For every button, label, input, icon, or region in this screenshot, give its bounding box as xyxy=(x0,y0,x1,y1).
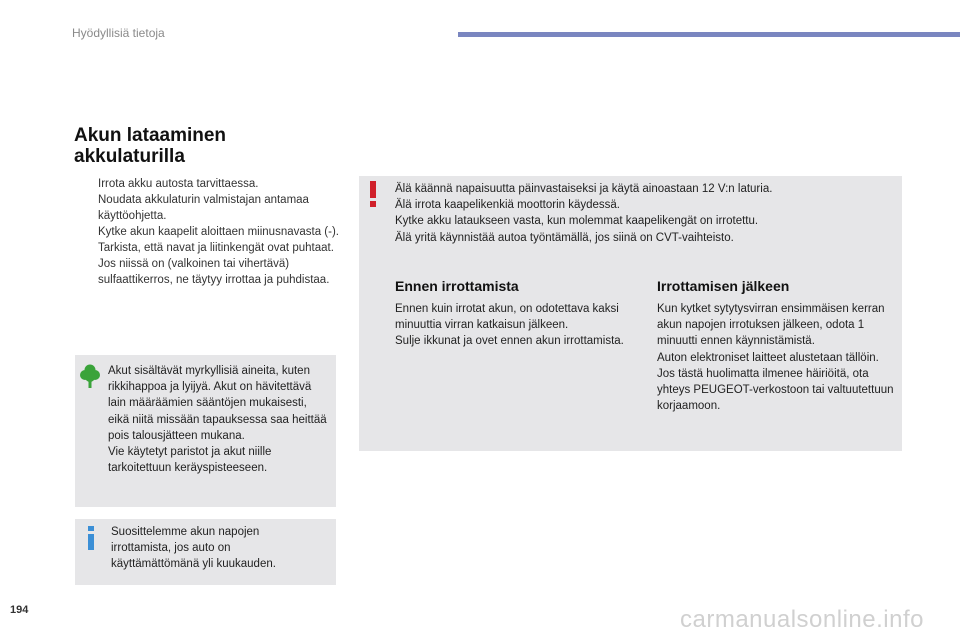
info-icon xyxy=(85,526,97,550)
warning-text: Älä käännä napaisuutta päinvastaiseksi ja käytä ainoastaan 12 V:n laturia. Älä irrota kaapelikenkiä moottorin käydessä. Kytke akku lataukseen vasta, kun molemmat kaapelikengät on irrotettu. Älä yritä käynnistää autoa työntämällä, jos siinä on CVT-vaihteisto. xyxy=(395,183,773,244)
after-removal-title: Irrottamisen jälkeen xyxy=(657,278,790,294)
info-note-text: Suosittelemme akun napojen irrottamista, jos auto on käyttämättömänä yli kuukauden. xyxy=(111,526,276,571)
header-accent-bar xyxy=(458,32,960,37)
before-removal-text: Ennen kuin irrotat akun, on odotettava kaksi minuuttia virran katkaisun jälkeen. Sulje ikkunat ja ovet ennen akun irrottamista. xyxy=(395,303,624,348)
after-removal-text: Kun kytket sytytysvirran ensimmäisen kerran akun napojen irrotuksen jälkeen, odota 1 minuutti ennen käynnistämistä. Auton elektroniset laitteet alustetaan tällöin. Jos tästä huolimatta ilmenee häiriöitä, ota yhteys PEUGEOT-verkostoon tai valtuutettuun korjaamoon. xyxy=(657,303,894,413)
warning-exclamation-icon xyxy=(368,181,378,207)
page-title-line-2: akkulaturilla xyxy=(74,146,185,167)
step-item: Irrota akku autosta tarvittaessa. xyxy=(98,178,259,190)
section-header: Hyödyllisiä tietoja xyxy=(72,26,165,40)
step-item: Noudata akkulaturin valmistajan antamaa käyttöohjetta. xyxy=(98,194,309,222)
environment-tree-icon xyxy=(80,363,100,389)
page-title-line-1: Akun lataaminen xyxy=(74,125,227,146)
page-number: 194 xyxy=(10,604,29,616)
step-item: Kytke akun kaapelit aloittaen miinusnavasta (-). xyxy=(98,226,339,238)
page-title xyxy=(74,125,226,167)
environment-note-text: Akut sisältävät myrkyllisiä aineita, kuten rikkihappoa ja lyijyä. Akut on hävitettävä lain määräämien sääntöjen mukaisesti, eikä niitä missään tapauksessa saa heittää pois talousjätteen mukana. Vie käytetyt paristot ja akut niille tarkoitettuun keräyspisteeseen. xyxy=(108,365,327,475)
before-removal-title: Ennen irrottamista xyxy=(395,278,519,294)
step-item: Tarkista, että navat ja liitinkengät ovat puhtaat. Jos niissä on (valkoinen tai vihertävä) sulfaattikerros, ne täytyy irrottaa ja puhdistaa. xyxy=(98,242,334,286)
steps-list xyxy=(74,176,344,288)
watermark: carmanualsonline.info xyxy=(680,606,924,633)
